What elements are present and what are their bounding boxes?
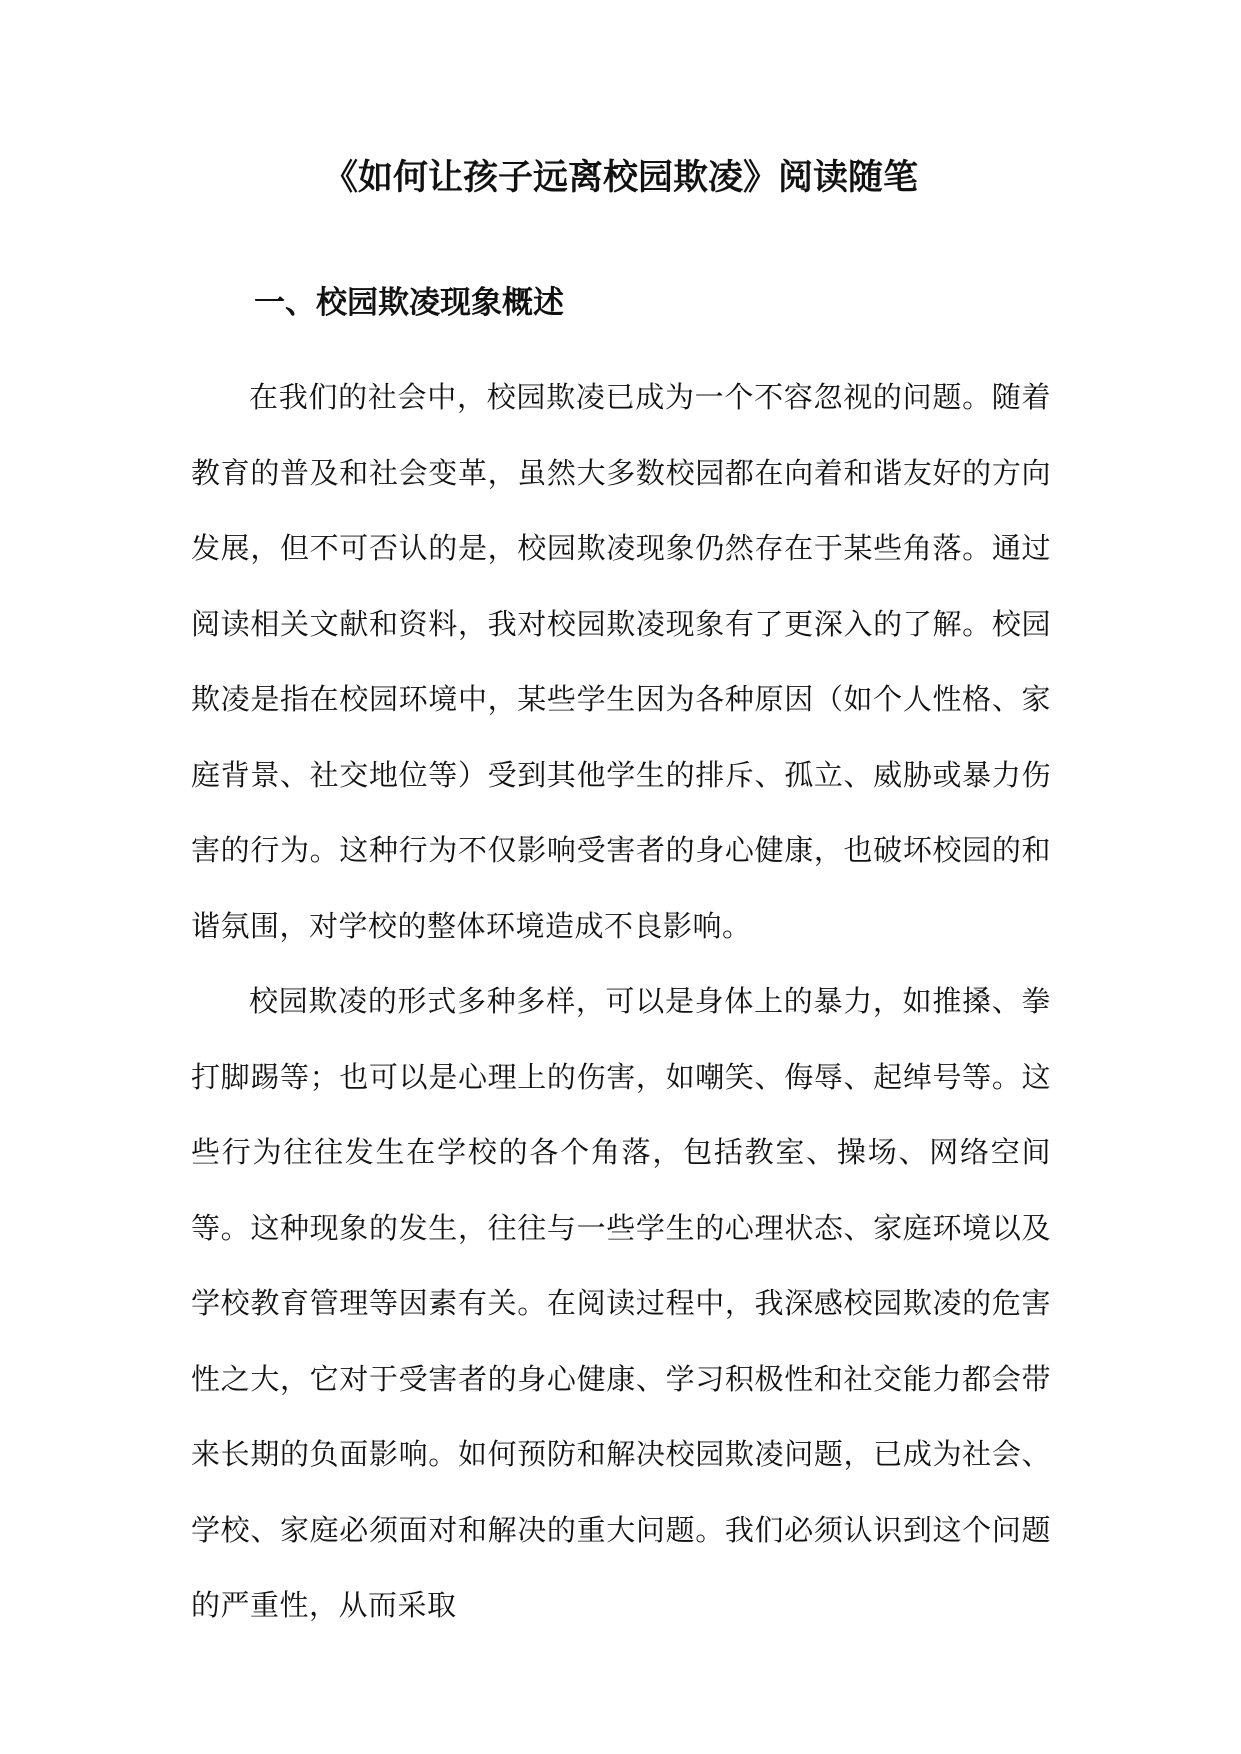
paragraph-2: 校园欺凌的形式多种多样，可以是身体上的暴力，如推搡、拳打脚踢等；也可以是心理上的伤害，如嘲笑、侮辱、起绰号等。这些行为往往发生在学校的各个角落，包括教室、操场、网络空间等。这种现象的发生，往往与一些学生的心理状态、家庭环境以及学校教育管理等因素有关。在阅读过程中，我深感校园欺凌的危害性之大，它对于受害者的身心健康、学习积极性和社交能力都会带来长期的负面影响。如何预防和解决校园欺凌问题，已成为社会、学校、家庭必须面对和解决的重大问题。我们必须认识到这个问题的严重性，从而采取 (191, 984, 1051, 1622)
section-heading: 一、校园欺凌现象概述 (254, 285, 564, 321)
document-title: 《如何让孩子远离校园欺凌》阅读随笔 (322, 157, 918, 198)
paragraph-1: 在我们的社会中，校园欺凌已成为一个不容忽视的问题。随着教育的普及和社会变革，虽然大多数校园都在向着和谐友好的方向发展，但不可否认的是，校园欺凌现象仍然存在于某些角落。通过阅读相关文献和资料，我对校园欺凌现象有了更深入的了解。校园欺凌是指在校园环境中，某些学生因为各种原因（如个人性格、家庭背景、社交地位等）受到其他学生的排斥、孤立、威胁或暴力伤害的行为。这种行为不仅影响受害者的身心健康，也破坏校园的和谐氛围，对学校的整体环境造成不良影响。 (191, 380, 1051, 943)
document-body (191, 360, 1051, 1644)
